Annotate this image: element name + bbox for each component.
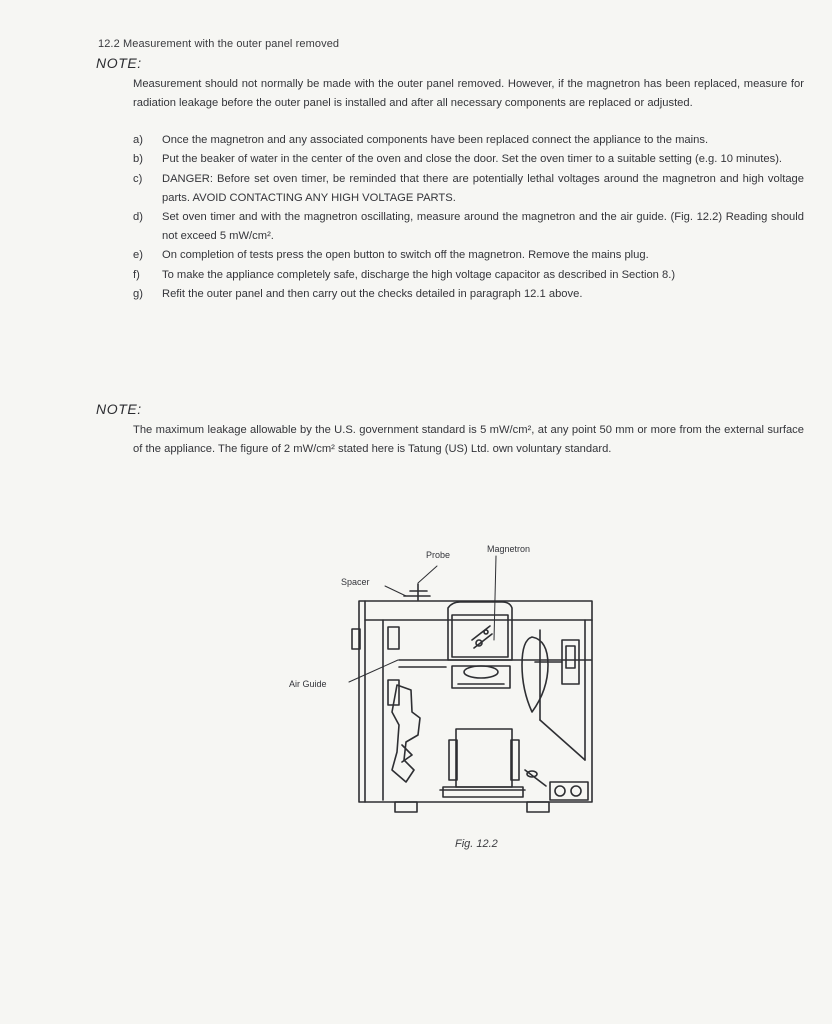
magnetron-label: Magnetron <box>487 544 531 554</box>
procedure-step <box>133 208 804 245</box>
foot-left <box>395 802 417 812</box>
side-tab <box>352 629 360 649</box>
note-paragraph-2: The maximum leakage allowable by the U.S. government standard is 5 mW/cm², at any point 50 mm or more from the external surface of the appliance. The figure of 2 mW/cm² stated here is Tatung (US) Ltd. own voluntary standard. <box>133 424 804 455</box>
capacitor <box>550 782 588 800</box>
step-letter: c) <box>133 172 143 185</box>
procedure-steps <box>133 131 804 305</box>
note-label-1: NOTE: <box>96 55 142 71</box>
step-letter: d) <box>133 211 143 224</box>
step-text: To make the appliance completely safe, discharge the high voltage capacitor as described in Section 8.) <box>162 268 676 281</box>
magnetron <box>448 602 512 660</box>
fan <box>522 637 548 712</box>
step-letter: e) <box>133 249 143 262</box>
procedure-step <box>133 266 804 285</box>
section-heading: 12.2 Measurement with the outer panel removed <box>98 38 340 50</box>
spacer-label: Spacer <box>341 577 370 587</box>
step-letter: g) <box>133 288 143 301</box>
step-text: Put the beaker of water in the center of the oven and close the door. Set the oven timer to a suitable setting (e.g. 10 minutes). <box>162 153 783 166</box>
probe-label: Probe <box>426 550 451 560</box>
transformer <box>456 729 512 787</box>
step-text: Once the magnetron and any associated components have been replaced connect the appliance to the mains. <box>162 134 709 146</box>
figure-caption: Fig. 12.2 <box>455 838 498 850</box>
note-label-2: NOTE: <box>96 401 142 417</box>
procedure-step <box>133 285 804 304</box>
oven-cabinet <box>359 601 592 802</box>
air-guide <box>392 685 420 782</box>
step-letter: f) <box>133 268 140 281</box>
procedure-step <box>133 150 804 169</box>
step-text: On completion of tests press the open button to switch off the magnetron. Remove the mains plug. <box>162 249 649 262</box>
procedure-step <box>133 246 804 265</box>
air-guide-label: Air Guide <box>289 679 327 689</box>
note-paragraph-1: Measurement should not normally be made with the outer panel removed. However, if the magnetron has been replaced, measure for radiation leakage before the outer panel is installed and after all necessary components are replaced or adjusted. <box>133 78 804 109</box>
foot-right <box>527 802 549 812</box>
step-text: DANGER: Before set oven timer, be reminded that there are potentially lethal voltages around the magnetron and high voltage parts. AVOID CONTACTING ANY HIGH VOLTAGE PARTS. <box>162 172 804 204</box>
step-text: Set oven timer and with the magnetron oscillating, measure around the magnetron and the air guide. (Fig. 12.2) Reading should not exceed 5 mW/cm². <box>162 211 804 242</box>
step-letter: a) <box>133 134 143 146</box>
step-letter: b) <box>133 153 143 166</box>
step-text: Refit the outer panel and then carry out the checks detailed in paragraph 12.1 above. <box>162 288 583 301</box>
procedure-step <box>133 170 804 207</box>
procedure-step <box>133 131 804 150</box>
